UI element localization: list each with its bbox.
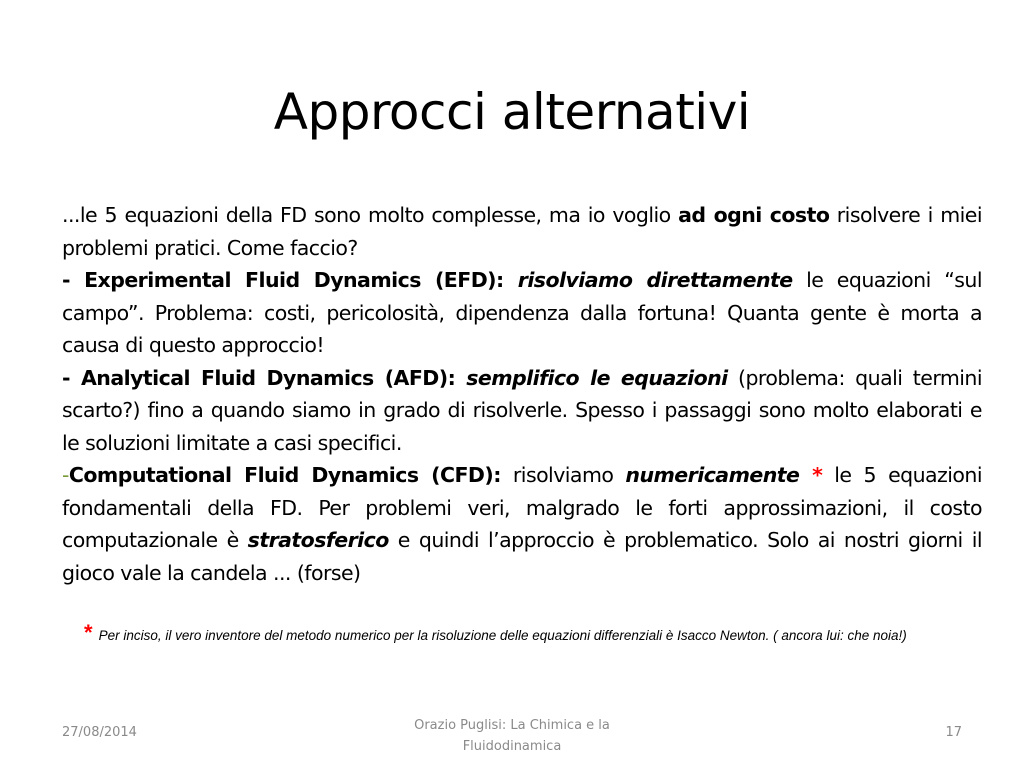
- footer-page-number: 17: [945, 725, 962, 740]
- afd-text: (problema: quali termini scarto?) fino a quando siamo in grado di risolverle. Spesso i passaggi sono molto elaborati e le soluzioni limitate a casi specifici.: [62, 365, 982, 455]
- footer-title: Orazio Puglisi: La Chimica e la Fluidodinamica: [414, 718, 610, 754]
- cfd-paragraph: [62, 459, 982, 589]
- efd-paragraph: [62, 264, 982, 362]
- efd-emphasis: risolviamo direttamente: [517, 268, 793, 292]
- cfd-text-3: e quindi l’approccio è problematico. Solo ai nostri giorni il gioco vale la candela ... (forse): [62, 528, 983, 585]
- cfd-dash: -: [62, 463, 69, 487]
- intro-text-end: risolvere i miei problemi pratici. Come faccio?: [62, 203, 983, 260]
- footnote-text: Per inciso, il vero inventore del metodo numerico per la risoluzione delle equazioni differenziali è Isacco Newton. ( ancora lui: che noia!): [98, 628, 907, 643]
- intro-paragraph: [62, 199, 982, 264]
- afd-emphasis: semplifico le equazioni: [466, 365, 728, 390]
- cfd-text-2: le 5 equazioni fondamentali della FD. Per problemi veri, malgrado le forti approssimazioni, il costo computazionale è: [62, 463, 982, 552]
- cfd-footnote-star: *: [799, 463, 823, 487]
- afd-heading: - Analytical Fluid Dynamics (AFD):: [62, 365, 467, 390]
- footer-date: 27/08/2014: [62, 725, 137, 740]
- footnote-star: *: [84, 620, 93, 645]
- cfd-emphasis-stratospheric: stratosferico: [247, 528, 389, 552]
- slide-body: [62, 199, 982, 589]
- slide-title: Approcci alternativi: [273, 83, 751, 141]
- cfd-heading: Computational Fluid Dynamics (CFD):: [68, 463, 501, 487]
- footnote: [84, 620, 984, 646]
- efd-heading: - Experimental Fluid Dynamics (EFD):: [62, 268, 518, 292]
- afd-paragraph: [62, 362, 982, 460]
- intro-text: ...le 5 equazioni della FD sono molto complesse, ma io voglio: [62, 203, 679, 227]
- cfd-emphasis-numerically: numericamente: [625, 463, 800, 487]
- cfd-text: risolviamo: [500, 463, 626, 487]
- intro-bold: ad ogni costo: [678, 203, 830, 227]
- efd-text: le equazioni “sul campo”. Problema: costi, pericolosità, dipendenza dalla fortuna! Quanta gente è morta a causa di questo approccio!: [62, 268, 982, 357]
